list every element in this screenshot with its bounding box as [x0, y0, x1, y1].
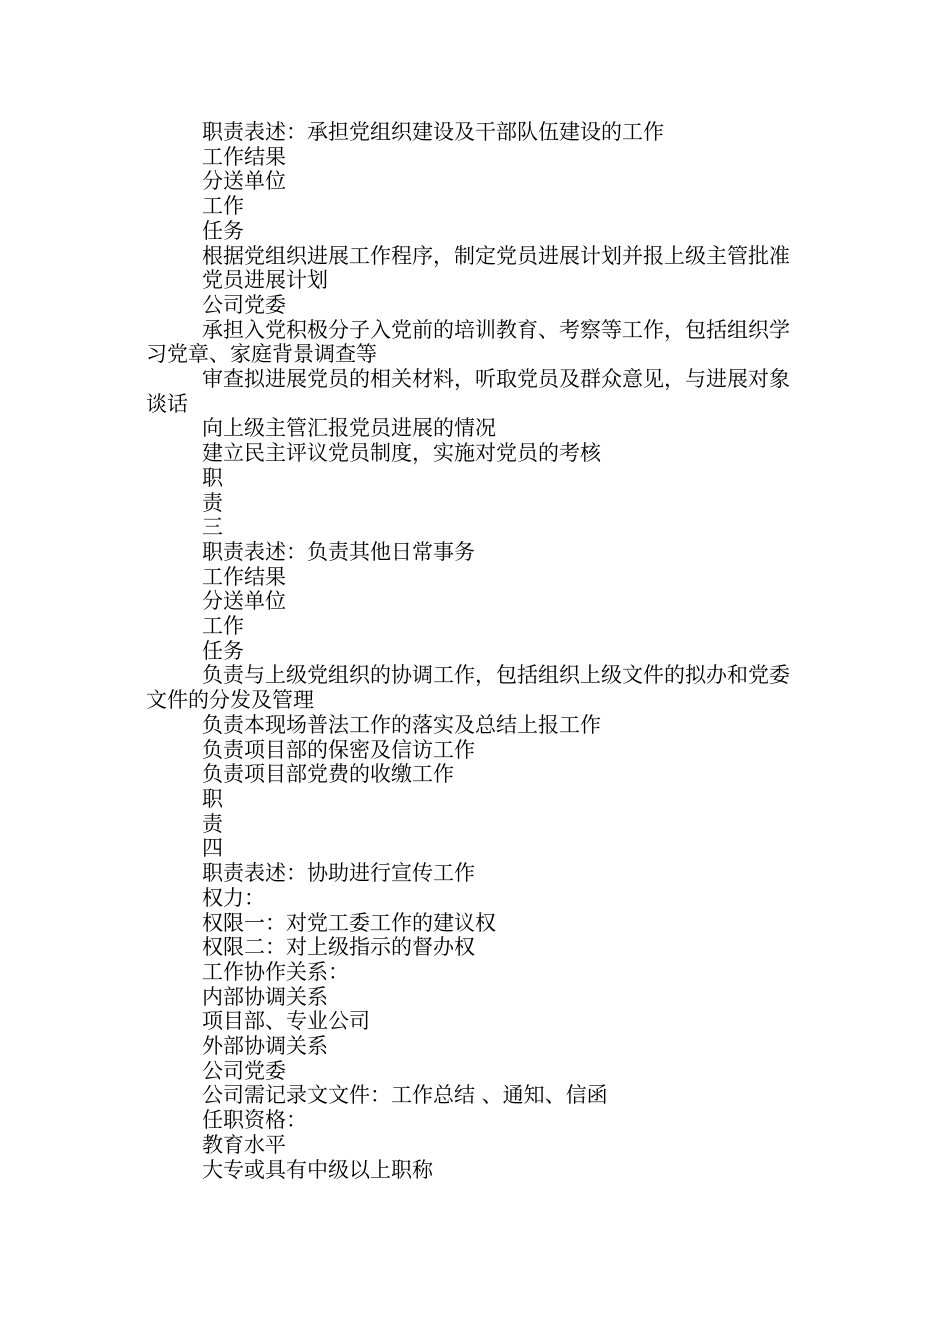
text-line-7: 党员进展计划 [202, 268, 328, 293]
text-line-1: 职责表述：承担党组织建设及干部队伍建设的工作 [202, 120, 664, 144]
text-line-11: 向上级主管汇报党员进展的情况 [202, 416, 496, 441]
text-line-29: 权力： [202, 885, 265, 910]
text-line-4: 工作 [202, 194, 244, 219]
text-line-2: 工作结果 [202, 144, 286, 169]
text-line-18: 分送单位 [202, 589, 286, 614]
text-line-22: 负责本现场普法工作的落实及总结上报工作 [202, 712, 601, 737]
text-line-5: 任务 [202, 218, 244, 243]
text-line-13: 职 [202, 465, 223, 490]
text-line-6: 根据党组织进展工作程序，制定党员进展计划并报上级主管批准 [202, 243, 790, 268]
text-line-33: 内部协调关系 [202, 984, 328, 1009]
text-line-31: 权限二：对上级指示的督办权 [202, 935, 475, 960]
text-line-20: 任务 [202, 638, 244, 663]
text-line-23: 负责项目部的保密及信访工作 [202, 737, 475, 762]
text-line-30: 权限一：对党工委工作的建议权 [202, 910, 496, 935]
text-line-14: 责 [202, 490, 223, 515]
text-line-27: 四 [202, 836, 223, 861]
text-line-8: 公司党委 [202, 292, 286, 317]
text-line-35: 外部协调关系 [202, 1034, 328, 1059]
text-line-37: 公司需记录文文件：工作总结 、通知、信函 [202, 1083, 608, 1108]
text-line-21: 负责与上级党组织的协调工作，包括组织上级文件的拟办和党委文件的分发及管理 [146, 663, 790, 713]
text-line-34: 项目部、专业公司 [202, 1009, 370, 1034]
text-line-9: 承担入党积极分子入党前的培训教育、考察等工作，包括组织学习党章、家庭背景调查等 [146, 317, 790, 367]
text-line-28: 职责表述：协助进行宣传工作 [202, 861, 475, 886]
text-line-12: 建立民主评议党员制度，实施对党员的考核 [202, 441, 601, 466]
text-line-17: 工作结果 [202, 564, 286, 589]
text-line-16: 职责表述：负责其他日常事务 [202, 539, 475, 564]
text-line-24: 负责项目部党费的收缴工作 [202, 762, 454, 787]
text-line-36: 公司党委 [202, 1058, 286, 1083]
text-line-19: 工作 [202, 614, 244, 639]
text-line-10: 审查拟进展党员的相关材料，听取党员及群众意见，与进展对象谈话 [146, 367, 790, 416]
text-line-32: 工作协作关系： [202, 959, 349, 984]
text-line-25: 职 [202, 786, 223, 811]
text-line-15: 三 [202, 515, 223, 540]
text-line-39: 教育水平 [202, 1132, 286, 1157]
text-line-3: 分送单位 [202, 169, 286, 194]
text-line-40: 大专或具有中级以上职称 [202, 1157, 433, 1182]
text-line-26: 责 [202, 811, 223, 836]
text-line-38: 任职资格： [202, 1108, 307, 1133]
document-body [146, 120, 808, 1182]
